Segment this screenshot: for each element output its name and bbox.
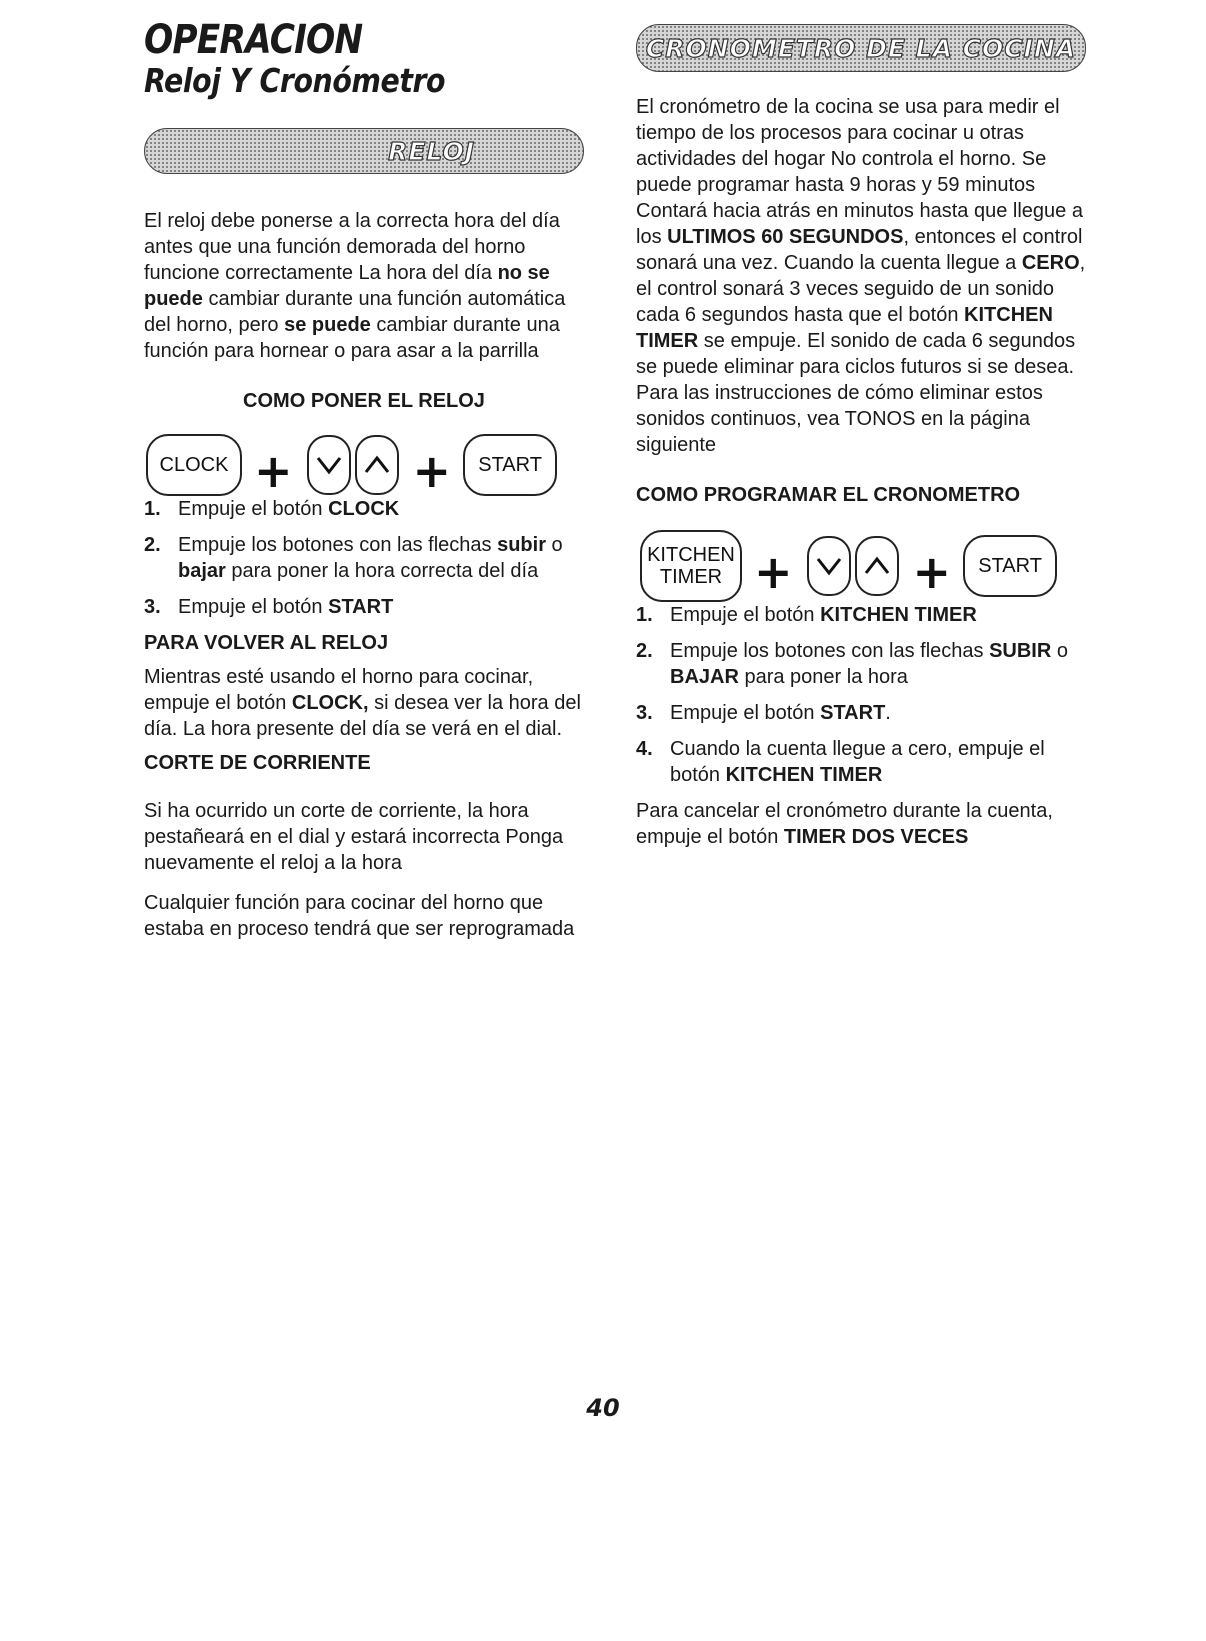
plus-sign: + — [254, 444, 293, 498]
bold-text: START — [820, 702, 886, 724]
text-run: . — [885, 702, 891, 724]
right-column — [636, 18, 1092, 850]
return-clock-paragraph — [144, 664, 584, 742]
bold-text: CLOCK, — [291, 692, 369, 714]
step-number: 1. — [636, 604, 653, 626]
set-clock-heading: COMO PONER EL RELOJ — [243, 390, 485, 412]
text-run: , el control sonará 3 veces seguido de un sonido cada 6 segundos hasta que el botón — [636, 252, 1086, 326]
bold-text: KITCHEN TIMER — [636, 304, 1053, 352]
clock-key — [146, 434, 242, 496]
text-run: Empuje los botones con las flechas — [670, 640, 990, 662]
bold-text: START — [328, 596, 394, 618]
bold-text: BAJAR — [670, 666, 739, 688]
text-run: o — [545, 534, 563, 556]
bold-text: SUBIR — [989, 640, 1052, 662]
text-run: Empuje los botones con las flechas — [178, 534, 498, 556]
text-run: para poner la hora — [738, 666, 908, 688]
text-run: cambiar durante una función para hornear o para asar a la parrilla — [144, 314, 560, 362]
page-subtitle: Reloj Y Cronómetro — [144, 61, 446, 100]
text-run: cambiar durante una función automática del horno, pero — [144, 288, 566, 336]
start-key — [463, 434, 557, 496]
start-key-label: START — [978, 555, 1042, 577]
return-clock-heading: PARA VOLVER AL RELOJ — [144, 632, 389, 654]
start-key — [963, 535, 1057, 597]
text-run: Empuje el botón — [670, 702, 821, 724]
reprogram-paragraph: Cualquier función para cocinar del horno que estaba en proceso tendrá que ser reprogramada — [144, 892, 575, 940]
step-number: 3. — [636, 702, 653, 724]
program-timer-heading: COMO PROGRAMAR EL CRONOMETRO — [636, 484, 1021, 506]
plus-sign: + — [412, 444, 452, 498]
kitchen-timer-banner — [636, 24, 1086, 72]
power-outage-heading: CORTE DE CORRIENTE — [144, 752, 371, 774]
text-run: para poner la hora correcta del día — [225, 560, 539, 582]
text-run: Cuando la cuenta llegue a cero, empuje el botón — [670, 738, 1045, 786]
step-item — [144, 532, 584, 584]
bold-text: CLOCK — [328, 498, 400, 520]
text-run: Mientras esté usando el horno para cocinar, empuje el botón — [144, 666, 534, 714]
kitchen-timer-key — [640, 530, 742, 602]
step-item — [144, 594, 584, 620]
step-text — [670, 736, 1092, 788]
chevron-up-icon — [855, 536, 899, 596]
clock-steps — [144, 496, 584, 620]
bold-text: CERO — [1021, 252, 1080, 274]
cancel-timer-paragraph — [636, 798, 1092, 850]
step-text — [670, 700, 891, 726]
text-run: El cronómetro de la cocina se usa para medir el tiempo de los procesos para cocinar u otras actividades del hogar No controla el horno. Se puede programar hasta 9 horas y 59 minutos Contará hacia atrás en minutos hasta que llegue a los — [636, 96, 1083, 248]
plus-sign: + — [912, 545, 952, 599]
step-item — [636, 736, 1092, 788]
step-item — [636, 700, 1092, 726]
clock-key-label: CLOCK — [159, 454, 229, 476]
step-text — [178, 532, 584, 584]
text-run: , entonces el control sonará una vez. Cuando la cuenta llegue a — [636, 226, 1083, 274]
bold-text: KITCHEN TIMER — [820, 604, 977, 626]
chevron-down-icon — [307, 435, 351, 495]
text-run: Empuje el botón — [670, 604, 821, 626]
page-number: 40 — [586, 1394, 620, 1422]
program-timer-diagram — [640, 530, 1092, 602]
step-text — [178, 496, 399, 522]
step-text — [670, 602, 977, 628]
text-run: Para cancelar el cronómetro durante la cuenta, empuje el botón — [636, 800, 1053, 848]
text-run: o — [1051, 640, 1068, 662]
text-run: Empuje el botón — [178, 596, 329, 618]
set-clock-diagram — [146, 434, 584, 496]
step-number: 3. — [144, 596, 161, 618]
step-item — [636, 638, 1092, 690]
bold-text: KITCHEN TIMER — [725, 764, 883, 786]
start-key-label: START — [478, 454, 542, 476]
bold-text: bajar — [178, 560, 226, 582]
bold-text: se puede — [284, 314, 371, 336]
text-run: Empuje el botón — [178, 498, 329, 520]
step-item — [144, 496, 584, 522]
kitchen-timer-banner-label: CRONOMETRO DE LA COCINA — [645, 33, 1077, 63]
chevron-up-icon — [355, 435, 399, 495]
left-column — [144, 18, 584, 942]
page-title: OPERACION — [144, 17, 363, 63]
plus-sign: + — [754, 545, 793, 599]
step-text — [178, 594, 393, 620]
step-number: 4. — [636, 738, 653, 760]
timer-intro-paragraph — [636, 94, 1092, 458]
kitchen-key-line1: KITCHEN — [647, 544, 735, 566]
step-item — [636, 602, 1092, 628]
power-outage-paragraph: Si ha ocurrido un corte de corriente, la hora pestañeará en el dial y estará incorrecta Ponga nuevamente el reloj a la hora — [144, 800, 564, 874]
kitchen-key-line2: TIMER — [659, 566, 723, 588]
chevron-down-icon — [807, 536, 851, 596]
text-run: si desea ver la hora del día. La hora presente del día se verá en el dial. — [144, 692, 581, 740]
clock-intro-paragraph — [144, 208, 584, 364]
step-number: 2. — [144, 534, 161, 556]
bold-text: subir — [497, 534, 546, 556]
step-number: 2. — [636, 640, 653, 662]
bold-text: ULTIMOS 60 SEGUNDOS — [667, 226, 904, 248]
text-run: se empuje. El sonido de cada 6 segundos se puede eliminar para ciclos futuros si se desea. Para las instrucciones de cómo eliminar estos sonidos continuos, vea TONOS en la página siguiente — [636, 330, 1076, 456]
text-run: El reloj debe ponerse a la correcta hora del día antes que una función demorada del horno funcione correctamente La hora del día — [144, 210, 560, 284]
bold-text: TIMER DOS VECES — [783, 826, 969, 848]
step-text — [670, 638, 1092, 690]
step-number: 1. — [144, 498, 161, 520]
timer-steps — [636, 602, 1092, 788]
reloj-banner — [144, 128, 584, 174]
reloj-banner-label: RELOJ — [388, 136, 475, 166]
bold-text: no se puede — [144, 262, 550, 310]
